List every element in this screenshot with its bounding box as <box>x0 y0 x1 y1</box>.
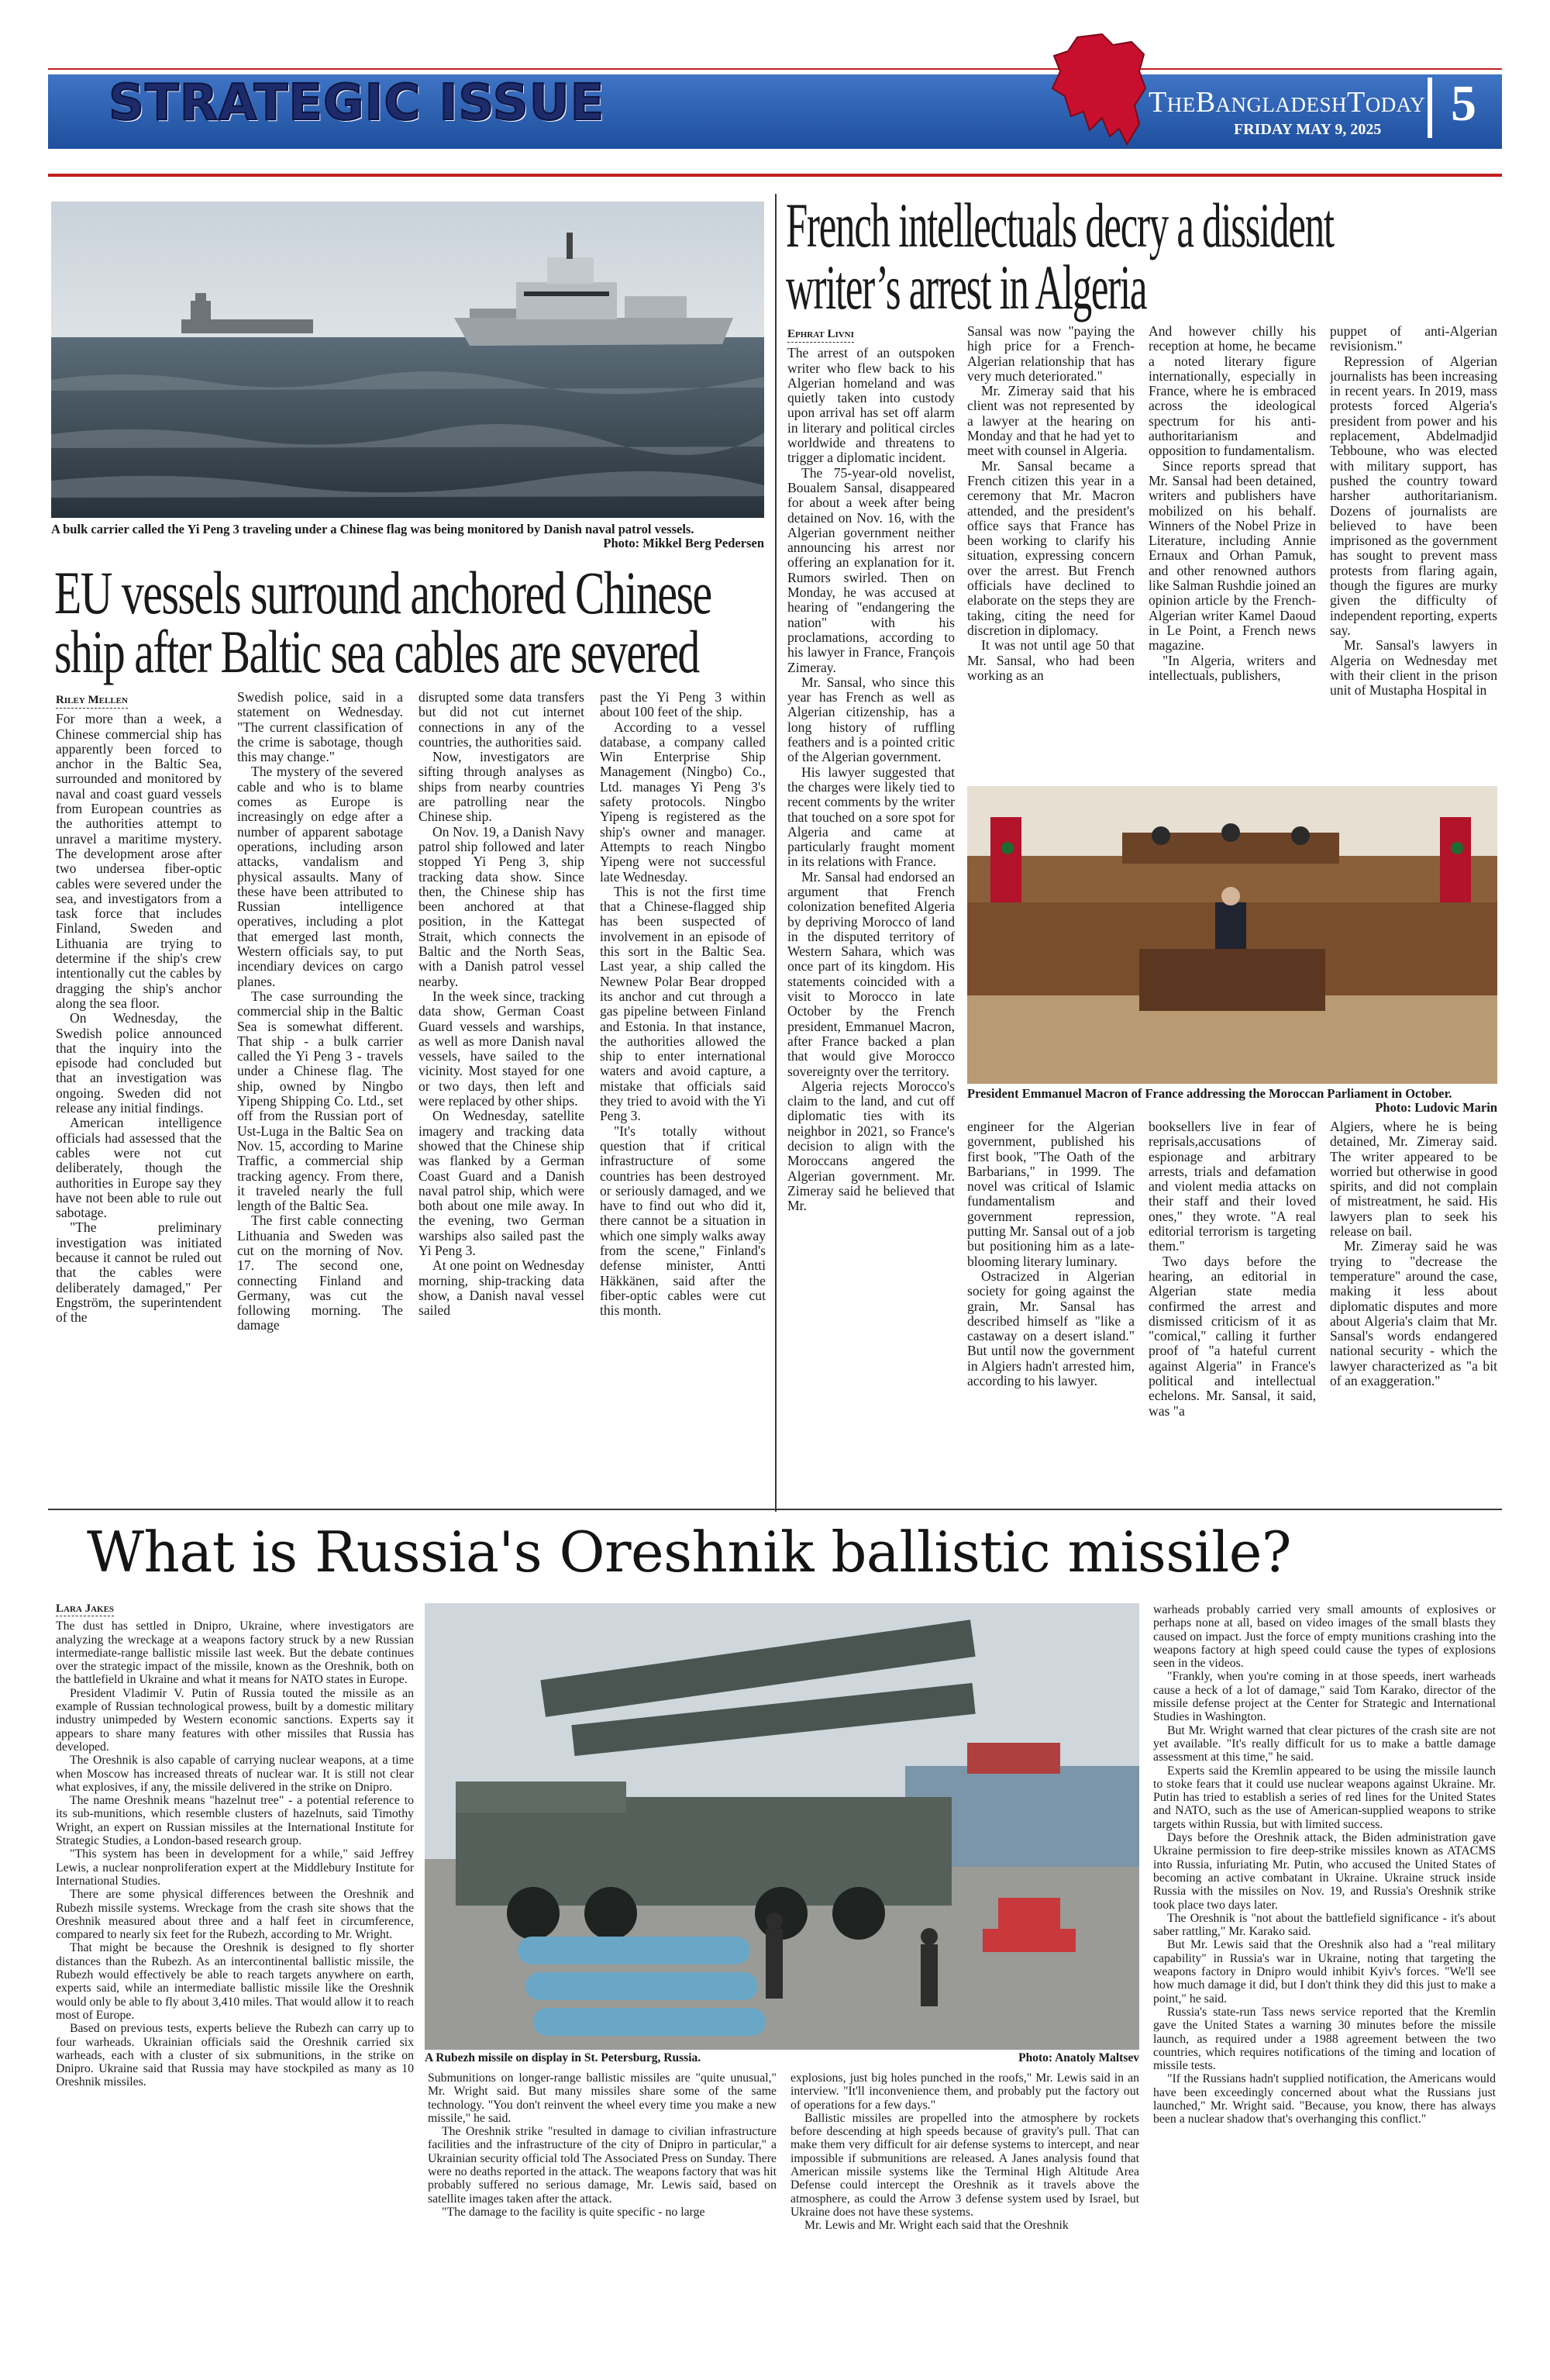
section-title: STRATEGIC ISSUE <box>108 74 605 132</box>
article-paragraph: "This system has been in development for a while," said Jeffrey Lewis, a nuclear nonproliferation expert at the Middlebury Institute for International Studies. <box>56 1847 414 1888</box>
article-paragraph: "It's totally without question that if critical infrastructure of some countries has been destroyed or seriously damaged, and we have to find out who did it, there cannot be a situation in which one simply walks away from the scene," Finland's defense minister, Antti Häkkänen, said after the fiber-optic cables were cut this month. <box>600 1123 766 1319</box>
article-paragraph: Mr. Sansal became a French citizen this year in a ceremony that Mr. Macron attended, and the president's office says that France has been working to clarify his situation, expressing concern over the arrest. But French officials have declined to elaborate on the steps they are taking, citing the need for discretion in diplomacy. <box>967 457 1135 638</box>
article-paragraph: On Nov. 19, a Danish Navy patrol ship followed and later stopped Yi Peng 3, ship tracking data show. Since then, the Chinese ship has been anchored at that position, in the Kattegat Strait, which connects the Baltic and the North Seas, with a Danish patrol vessel nearby. <box>418 823 584 989</box>
article-paragraph: Two days before the hearing, an editorial in Algerian state media confirmed the arrest and dismissed criticism of it as "comical," calling it further proof of "a hateful current against Algeria" in France's political and intellectual echelons. Mr. Sansal, it said, was "a <box>1149 1253 1316 1419</box>
missile-column-2 <box>428 2071 777 2364</box>
article-paragraph: Russia's state-run Tass news service reported that the Kremlin gave the United States a warning 30 minutes before the missile launch, as required under a 1988 agreement between the two countries, which requires notifications of the timing and location of missile tests. <box>1153 2005 1496 2073</box>
article-paragraph: Mr. Sansal, who since this year has French as well as Algerian citizenship, has a long history of ruffling feathers and is a pointed critic of the Algerian government. <box>787 674 955 765</box>
article-paragraph: Based on previous tests, experts believe the Rubezh can carry up to four warheads. Ukrainian officials said the Oreshnik carried six warheads, each with a cluster of six submunitions, in the strike on Dnipro. Ukraine said that Russia may have stockpiled as many as 10 Oreshnik missiles. <box>56 2022 414 2089</box>
article-paragraph: Days before the Oreshnik attack, the Biden administration gave Ukraine permission to fire deep-strike missiles known as ATACMS into Russia, infuriating Mr. Putin, who accused the United States of becoming an active combatant in Ukraine. Ukraine struck inside Russia with the missiles on Nov. 19, and Russia's Oreshnik strike took place two days later. <box>1153 1831 1496 1912</box>
algeria-col3-top-text <box>1149 324 1316 683</box>
article-paragraph: This is not the first time that a Chinese-flagged ship has been suspected of involvement in an episode of this sort in the Baltic Sea. Last year, a ship called the Newnew Polar Bear dropped its anchor and cut through a gas pipeline between Finland and Estonia. In that instance, the authorities allowed the ship to enter international waters and avoid capture, a mistake that officials said they tried to avoid with the Yi Peng 3. <box>600 883 766 1124</box>
missile-caption-text: A Rubezh missile on display in St. Petersburg, Russia. <box>425 2051 701 2064</box>
ship-caption-text: A bulk carrier called the Yi Peng 3 traveling under a Chinese flag was being monitored by Danish naval patrol vessels. <box>51 522 694 536</box>
article-paragraph: It was not until age 50 that Mr. Sansal, who had been working as an <box>967 637 1135 683</box>
section-divider <box>48 1509 1502 1510</box>
map-icon <box>1048 31 1150 147</box>
article-paragraph: There are some physical differences between the Oreshnik and Rubezh missile systems. Wreckage from the crash site shows that the Oreshnik measured about three and a half feet in circumference, compared to nearly six feet for the Rubezh, according to Mr. Wright. <box>56 1888 414 1942</box>
missile-photo <box>425 1603 1139 2050</box>
article-paragraph: His lawyer suggested that the charges were likely tied to recent comments by the writer that touched on a sore spot for Algeria and came at particularly fraught moment in its relations with France. <box>787 764 955 870</box>
issue-date: FRIDAY MAY 9, 2025 <box>1234 121 1382 138</box>
algeria-headline-line2: writer’s arrest in Algeria <box>786 252 1147 323</box>
algeria-column-2-bottom <box>967 1119 1135 1492</box>
ship-column-3 <box>418 690 584 1537</box>
article-paragraph: puppet of anti-Algerian revisionism." <box>1330 324 1497 354</box>
article-paragraph: At one point on Wednesday morning, ship-tracking data show, a Danish naval vessel sailed <box>418 1257 584 1319</box>
missile-col2-text <box>428 2071 777 2219</box>
top-rule <box>48 174 1502 177</box>
algeria-headline-line1: French intellectuals decry a dissident <box>786 190 1334 260</box>
article-paragraph: Algiers, where he is being detained, Mr. Zimeray said. The writer appeared to be worried but otherwise in good spirits, and did not complain of mistreatment, he said. His lawyers plan to seek his release on bail. <box>1330 1119 1497 1240</box>
algeria-col2-bottom-text <box>967 1119 1135 1388</box>
ship-photo-credit: Photo: Mikkel Berg Pedersen <box>603 536 764 550</box>
algeria-byline: Ephrat Livni <box>787 327 854 343</box>
paper-name: TheBangladeshToday <box>1149 86 1426 119</box>
article-paragraph: past the Yi Peng 3 within about 100 feet of the ship. <box>600 690 766 720</box>
ship-col1-text <box>56 712 222 1325</box>
ship-byline: Riley Mellen <box>56 693 128 709</box>
missile-col1-text <box>56 1619 414 2089</box>
bangladesh-map-logo <box>1048 31 1150 147</box>
missile-column-4 <box>1153 1603 1496 2364</box>
algeria-col4-bottom-text <box>1330 1119 1497 1388</box>
article-paragraph: Repression of Algerian journalists has been increasing in recent years. In 2019, mass protests forced Algeria's president from power and his replacement, Abdelmadjid Tebboune, who was elected with military support, has pushed the country toward harsher authoritarianism. Dozens of journalists are believed to have been imprisoned as the government has sought to prevent mass protests from flaring again, though the figures are murky given the difficulty of independent reporting, experts say. <box>1330 353 1497 638</box>
article-paragraph: The case surrounding the commercial ship in the Baltic Sea is somewhat different. That ship - a bulk carrier called the Yi Peng 3 - travels under a Chinese flag. The ship, owned by Ningbo Yipeng Shipping Co. Ltd., set off from the Russian port of Ust-Luga in the Baltic Sea on Nov. 15, according to Marine Traffic, a commercial ship tracking agency. From there, it traveled nearly the full length of the Baltic Sea. <box>237 988 403 1214</box>
article-paragraph: And however chilly his reception at home, he became a noted literary figure internationally, especially in France, where he is embraced across the ideological spectrum for his anti-authoritarianism and opposition to fundamentalism. <box>1149 324 1316 459</box>
article-paragraph: But Mr. Lewis said that the Oreshnik also had a "real military capability" in Russia's war in Ukraine, noting that targeting the weapons factory in Dnipro would inhibit Kyiv's forces. "We'll see how much damage it did, but I don't think they did this just to make a point," he said. <box>1153 1938 1496 2006</box>
algeria-col4-top-text <box>1330 324 1497 698</box>
algeria-col2-top-text <box>967 324 1135 683</box>
article-paragraph: "In Algeria, writers and intellectuals, publishers, <box>1149 652 1316 683</box>
masthead <box>48 68 1502 149</box>
missile-col4-text <box>1153 1603 1496 2126</box>
macron-photo-caption <box>967 1087 1497 1115</box>
macron-caption-text: President Emmanuel Macron of France addressing the Moroccan Parliament in October. <box>967 1086 1452 1101</box>
article-paragraph: "The damage to the facility is quite specific - no large <box>442 2205 705 2219</box>
article-paragraph: Sansal was now "paying the high price for a French-Algerian relationship that has very much deteriorated." <box>967 324 1135 384</box>
ship-column-4 <box>600 690 766 1537</box>
article-paragraph: The mystery of the severed cable and who is to blame comes as Europe is increasingly on edge after a number of apparent sabotage operations, including arson attacks, vandalism and physical assaults. Many of these have been attributed to Russian intelligence operatives, including a plot that emerged last month, Western officials say, to put incendiary devices on cargo planes. <box>237 764 403 989</box>
article-paragraph: The Oreshnik is "not about the battlefield significance - it's about saber rattling," Mr. Karako said. <box>1153 1911 1496 1939</box>
macron-photo-credit: Photo: Ludovic Marin <box>1375 1100 1497 1115</box>
ship-column-2 <box>237 690 403 1537</box>
article-paragraph: "The preliminary investigation was initiated because it cannot be ruled out that the cables were deliberately damaged," Per Engström, the superintendent of the <box>56 1219 222 1326</box>
ship-col2-text <box>237 690 403 1333</box>
algeria-col1-text <box>787 346 955 1213</box>
article-paragraph: engineer for the Algerian government, published his first book, "The Oath of the Barbarians," in 1999. The novel was critical of Islamic fundamentalism and government repression, putting Mr. Sansal out of a job but positioning him as a late-blooming literary luminary. <box>967 1119 1135 1269</box>
ship-column-1 <box>56 692 222 1537</box>
ship-col4-text <box>600 690 766 1318</box>
article-paragraph: The Oreshnik strike "resulted in damage to civilian infrastructure facilities and the infrastructure of the city of Dnipro in particular," a Ukrainian security official told The Associated Press on Sunday. There were no deaths reported in the attack. The weapons factory that was hit probably suffered no serious damage, Mr. Lewis said, based on satellite images taken after the attack. <box>428 2125 777 2206</box>
missile-byline: Lara Jakes <box>56 1602 114 1616</box>
missile-photo-credit: Photo: Anatoly Maltsev <box>1018 2051 1139 2064</box>
article-paragraph: The name Oreshnik means "hazelnut tree" - a potential reference to its sub-munitions, which resemble clusters of hazelnuts, said Timothy Wright, an expert on Russian missiles at the International Institute for Strategic Studies, a London-based research group. <box>56 1794 414 1848</box>
missile-col3-text <box>790 2071 1139 2233</box>
article-paragraph: Submunitions on longer-range ballistic missiles are "quite unusual," Mr. Wright said. But many missiles share some of the same technology. "You don't reinvent the wheel every time you make a new missile," he said. <box>428 2071 777 2125</box>
article-paragraph: Ballistic missiles are propelled into the atmosphere by rockets before descending at high speeds because of gravity's pull. That can make them very difficult for air defense systems to intercept, and near impossible if submunitions are released. A Janes analysis found that American missile systems like the Terminal High Altitude Area Defense could intercept the Oreshnik as it travels above the atmosphere, as could the Arrow 3 defense system used by Israel, but Ukraine does not have these systems. <box>790 2111 1139 2219</box>
article-paragraph: In the week since, tracking data show, German Coast Guard vessels and warships, as well as more Danish naval vessels, have sailed to the vicinity. Most stayed for one or two days, then left and were replaced by other ships. <box>418 988 584 1109</box>
missile-photo-caption <box>425 2051 1139 2065</box>
article-paragraph: Ostracized in Algerian society for going against the grain, Mr. Sansal has described himself as "like a castaway on a desert island." But until now the government in Algiers hadn't arrested him, according to his lawyer. <box>967 1268 1135 1389</box>
article-paragraph: The 75-year-old novelist, Boualem Sansal, disappeared for about a week after being detained on Nov. 16, with the Algerian government neither announcing his arrest nor offering an explanation for it. Rumors swirled. Then on Monday, he was accused at hearing of "endangering the nation" with his proclamations, according to his lawyer in France, François Zimeray. <box>787 464 955 675</box>
article-paragraph: Algeria rejects Morocco's claim to the land, and cut off diplomatic ties with its neighbor in 2021, so France's decision to align with the Moroccans angered the Algerian government. Mr. Zimeray said he believed that Mr. <box>787 1078 955 1214</box>
article-paragraph: But Mr. Wright warned that clear pictures of the crash site are not yet available. "It's really difficult for us to make a battle damage assessment at this time," he said. <box>1153 1723 1496 1764</box>
story-divider-vertical <box>775 194 777 1512</box>
missile-headline: What is Russia's Oreshnik ballistic missile? <box>87 1519 1292 1585</box>
article-paragraph: American intelligence officials had assessed that the cables were not cut deliberately, though the authorities in Europe say they have not been able to rule out sabotage. <box>56 1115 222 1221</box>
article-paragraph: Swedish police, said in a statement on Wednesday. "The current classification of the crime is sabotage, though this may change." <box>237 690 403 765</box>
article-paragraph: On Wednesday, the Swedish police announced that the inquiry into the episode had concluded but that an investigation was ongoing. Sweden did not release any initial findings. <box>56 1010 222 1116</box>
ship-col3-text <box>418 690 584 1318</box>
ship-headline-line1: EU vessels surround anchored Chinese <box>54 559 711 626</box>
article-paragraph: Now, investigators are sifting through analyses as ships from nearby countries are patrolling near the Chinese ship. <box>418 749 584 825</box>
article-paragraph: That might be because the Oreshnik is designed to fly shorter distances than the Rubezh. As an intercontinental ballistic missile, the Rubezh would effectively be able to reach targets anywhere on earth, experts said, while an intermediate ballistic missile like the Oreshnik would only be able to fly about 3,410 miles. That would allow it to reach most of Europe. <box>56 1941 414 2022</box>
article-paragraph: "If the Russians hadn't supplied notification, the Americans would have been exceedingly concerned about what the Russians just launched," Mr. Wright said. "Because, you know, there has always been a nuclear shadow that's overhanging this conflict." <box>1153 2072 1496 2126</box>
masthead-divider <box>1428 78 1432 138</box>
article-paragraph: According to a vessel database, a company called Win Enterprise Ship Management (Ningbo) Co., Ltd. manages Yi Peng 3's safety protocols. Ningbo Yipeng is registered as the ship's owner and manager. Attempts to reach Ningbo Yipeng were not successful late Wednesday. <box>600 719 766 885</box>
article-paragraph: warheads probably carried very small amounts of explosives or perhaps none at all, based on video images of the small blasts they caused on impact. Just the force of empty munitions crashing into the weapons factory at high speed could cause the types of explosions seen in the videos. <box>1153 1603 1496 1671</box>
article-paragraph: "Frankly, when you're coming in at those speeds, inert warheads cause a heck of a lot of damage," said Tom Karako, director of the missile defense project at the Center for Strategic and International Studies in Washington. <box>1153 1670 1496 1724</box>
article-paragraph: disrupted some data transfers but did not cut internet connections in any of the countries, the authorities said. <box>418 690 584 750</box>
algeria-column-1 <box>787 326 955 1488</box>
article-paragraph: Mr. Sansal had endorsed an argument that French colonization benefited Algeria by depriving Morocco of land in the disputed territory of Western Sahara, which was once part of its kingdom. His statements coincided with a visit to Morocco in late October by the French president, Emmanuel Macron, after France backed a plan that would give Morocco sovereignty over the territory. <box>787 868 955 1079</box>
article-paragraph: The Oreshnik is also capable of carrying nuclear weapons, at a time when Moscow has increased threats of nuclear war. It is still not clear what explosives, if any, the missile delivered in the strike on Dnipro. <box>56 1754 414 1794</box>
article-paragraph: The arrest of an outspoken writer who flew back to his Algerian homeland and was quietly taken into custody upon arrival has set off alarm in literary and political circles worldwide and threatens to trigger a diplomatic incident. <box>787 345 955 466</box>
macron-photo <box>967 786 1497 1084</box>
article-paragraph: For more than a week, a Chinese commercial ship has apparently been forced to anchor in the Baltic Sea, surrounded and monitored by naval and coast guard vessels from European countries as the authorities attempt to unravel a maritime mystery. The development arose after two undersea fiber-optic cables were severed under the sea, and investigators from a task force that includes Finland, Sweden and Lithuania are trying to determine if the ship's crew intentionally cut the cables by dragging the ship's anchor along the sea floor. <box>56 711 222 1011</box>
missile-column-1 <box>56 1602 414 2361</box>
article-paragraph: Experts said the Kremlin appeared to be using the missile launch to stoke fears that it could use nuclear weapons against Ukraine. Mr. Putin has tried to establish a series of red lines for the United States and NATO, such as the use of American-supplied weapons to strike targets within Russia, but with limited success. <box>1153 1764 1496 1831</box>
article-paragraph: The dust has settled in Dnipro, Ukraine, where investigators are analyzing the wreckage at a weapons factory struck by a new Russian intermediate-range ballistic missile last week. But the debate continues over the strategic impact of the missile, known as the Oreshnik, both on the battlefield in Ukraine and what it means for NATO states in Europe. <box>56 1619 414 1687</box>
article-paragraph: explosions, just big holes punched in the roofs," Mr. Lewis said in an interview. "It'll inconvenience them, and probably put the factory out of operations for a few days." <box>790 2071 1139 2112</box>
algeria-column-2-top <box>967 324 1135 783</box>
algeria-column-3-top <box>1149 324 1316 783</box>
article-paragraph: Mr. Sansal's lawyers in Algeria on Wednesday met with their client in the prison unit of Mustapha Hospital in <box>1330 637 1497 698</box>
ship-photo <box>51 202 764 518</box>
missile-column-3 <box>790 2071 1139 2364</box>
algeria-column-4-bottom <box>1330 1119 1497 1492</box>
article-paragraph: Mr. Zimeray said that his client was not represented by a lawyer at the hearing on Monday and that he had yet to meet with counsel in Algeria. <box>967 383 1135 459</box>
article-paragraph: President Vladimir V. Putin of Russia touted the missile as an example of Russian technological prowess, built by a domestic military industry unimpeded by Western economic sanctions. Experts say it appears to share many features with other missiles that Russia has developed. <box>56 1686 414 1754</box>
article-paragraph: Mr. Zimeray said he was trying to "decrease the temperature" around the case, making it less about diplomatic disputes and more about Algeria's claim that Mr. Sansal's words endangered national security - which the lawyer characterized as "a bit of an exaggeration." <box>1330 1238 1497 1389</box>
algeria-column-4-top <box>1330 324 1497 783</box>
algeria-col3-bottom-text <box>1149 1119 1316 1419</box>
article-paragraph: On Wednesday, satellite imagery and tracking data showed that the Chinese ship was flanked by a German Coast Guard and a Danish naval patrol ship, which were both about one mile away. In the evening, two German warships also sailed past the Yi Peng 3. <box>418 1108 584 1258</box>
article-paragraph: Since reports spread that Mr. Sansal had been detained, writers and publishers have mobilized on his behalf. Winners of the Nobel Prize in Literature, including Annie Ernaux and Orhan Pamuk, and other renowned authors like Salman Rushdie joined an opinion article by the French-Algerian writer Kamel Daoud in Le Point, a French news magazine. <box>1149 457 1316 654</box>
article-paragraph: booksellers live in fear of reprisals,accusations of espionage and arbitrary arrests, trials and defamation and violent media attacks on their staff and their loved ones," they wrote. "A real editorial terrorism is targeting them." <box>1149 1119 1316 1254</box>
ship-headline-line2: ship after Baltic sea cables are severed <box>54 618 699 685</box>
ship-photo-caption <box>51 523 764 550</box>
article-paragraph: The first cable connecting Lithuania and Sweden was cut on the morning of Nov. 17. The second one, connecting Finland and Germany, was cut the following morning. The damage <box>237 1212 403 1333</box>
article-paragraph: Mr. Lewis and Mr. Wright each said that the Oreshnik <box>804 2219 1069 2233</box>
algeria-column-3-bottom <box>1149 1119 1316 1492</box>
page-number: 5 <box>1451 75 1476 132</box>
